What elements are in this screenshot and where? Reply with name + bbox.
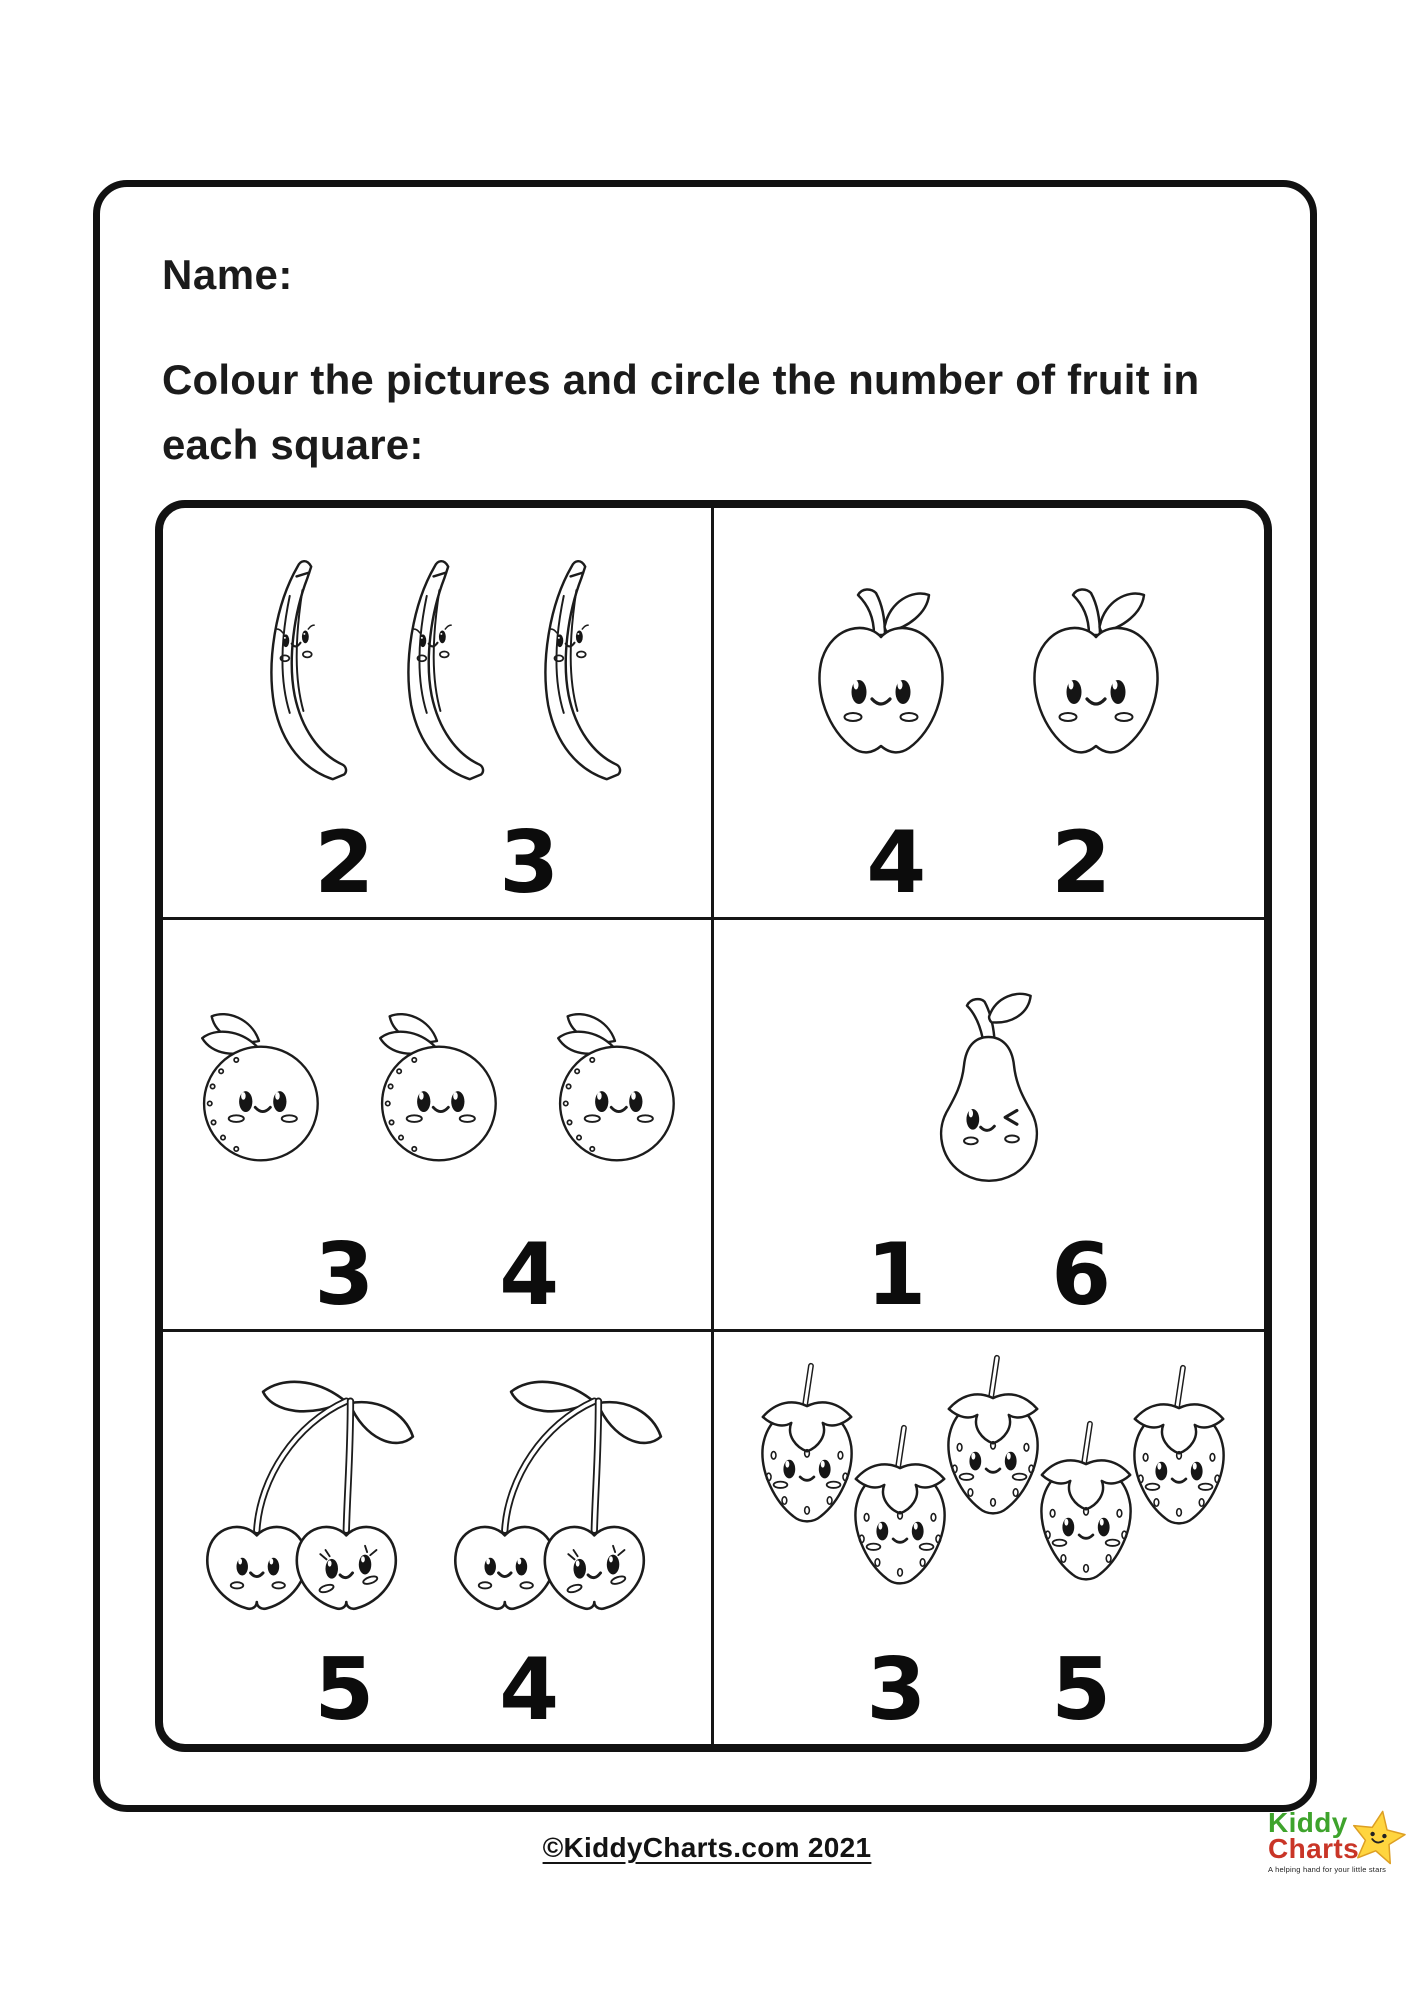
number-option: 3 bbox=[314, 1225, 375, 1326]
logo-wordmark bbox=[1268, 1807, 1414, 1864]
pear-icon bbox=[915, 983, 1062, 1189]
cell-strawberries bbox=[714, 1332, 1265, 1744]
copyright-text: ©KiddyCharts.com 2021 bbox=[542, 1832, 872, 1863]
number-options bbox=[314, 813, 560, 914]
cell-pear bbox=[714, 920, 1265, 1332]
apple-icon bbox=[1016, 579, 1176, 769]
apple-icons bbox=[722, 524, 1257, 823]
cherry-pair-icons bbox=[171, 1348, 703, 1650]
number-option: 4 bbox=[866, 813, 927, 914]
number-options bbox=[314, 1225, 560, 1326]
worksheet-frame bbox=[93, 180, 1317, 1812]
instructions bbox=[162, 347, 1199, 477]
strawberry-icons bbox=[722, 1348, 1257, 1650]
cell-bananas bbox=[163, 508, 714, 920]
logo-word-kiddy: Kiddy bbox=[1268, 1807, 1348, 1838]
number-option: 4 bbox=[499, 1225, 560, 1326]
number-options bbox=[314, 1640, 560, 1741]
orange-icons bbox=[171, 936, 703, 1235]
instruction-line-1: Colour the pictures and circle the number of fruit in bbox=[162, 356, 1200, 403]
logo-word-charts: Charts bbox=[1268, 1832, 1360, 1864]
orange-icon bbox=[183, 1005, 335, 1166]
logo-tagline: A helping hand for your little stars bbox=[1268, 1864, 1387, 1874]
cell-cherries bbox=[163, 1332, 714, 1744]
fruit-grid bbox=[155, 500, 1272, 1752]
number-option: 1 bbox=[866, 1225, 927, 1326]
cherry-pair-icon bbox=[193, 1372, 433, 1627]
kiddycharts-logo bbox=[1268, 1807, 1414, 1898]
strawberry-icon bbox=[837, 1420, 965, 1592]
number-option: 3 bbox=[866, 1640, 927, 1741]
number-option: 5 bbox=[1051, 1640, 1112, 1741]
apple-icon bbox=[801, 579, 961, 769]
number-option: 5 bbox=[314, 1640, 375, 1741]
banana-icon bbox=[241, 553, 358, 787]
name-label: Name: bbox=[162, 251, 293, 298]
number-options bbox=[866, 813, 1112, 914]
banana-icon bbox=[378, 553, 495, 787]
number-option: 3 bbox=[499, 813, 560, 914]
number-option: 2 bbox=[1051, 813, 1112, 914]
cherry-pair-icon bbox=[441, 1372, 681, 1627]
cell-apples bbox=[714, 508, 1265, 920]
orange-icon bbox=[361, 1005, 513, 1166]
pear-icon bbox=[722, 936, 1257, 1235]
banana-icon bbox=[515, 553, 632, 787]
number-options bbox=[866, 1225, 1112, 1326]
strawberry-icon bbox=[1023, 1416, 1151, 1588]
cell-oranges bbox=[163, 920, 714, 1332]
instruction-line-2: each square: bbox=[162, 421, 424, 469]
star-mascot-icon bbox=[1343, 1803, 1413, 1873]
banana-icons bbox=[171, 516, 703, 823]
number-options bbox=[866, 1640, 1112, 1741]
orange-icon bbox=[539, 1005, 691, 1166]
number-option: 4 bbox=[499, 1640, 560, 1741]
number-option: 6 bbox=[1051, 1225, 1112, 1326]
number-option: 2 bbox=[314, 813, 375, 914]
